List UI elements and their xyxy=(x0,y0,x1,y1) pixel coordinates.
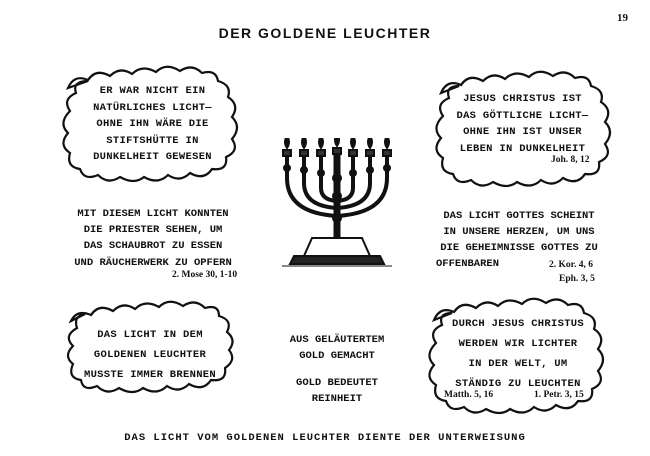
paragraph-refined-gold xyxy=(262,332,412,364)
text-line: DAS LICHT GOTTES SCHEINT xyxy=(443,210,595,222)
cloud-line: DAS LICHT IN DEM xyxy=(97,329,203,341)
cloud-line: WERDEN WIR LICHTER xyxy=(458,338,578,350)
cloud-bottom-right xyxy=(418,302,618,412)
paragraph-purity xyxy=(262,375,412,407)
text-line: GOLD BEDEUTET xyxy=(296,377,378,389)
menorah-illustration xyxy=(272,138,402,273)
text-line: MIT DIESEM LICHT KONNTEN xyxy=(77,208,229,220)
flame-icon xyxy=(335,138,339,146)
text-line: IN UNSERE HERZEN, UM UNS xyxy=(443,226,595,239)
cloud-line: OHNE IHN IST UNSER xyxy=(463,126,582,138)
cloud-line: ER WAR NICHT EIN xyxy=(99,85,206,97)
text-line: UND RÄUCHERWERK ZU OPFERN xyxy=(74,256,232,269)
text-line: OFFENBAREN xyxy=(436,258,500,270)
flame-icon xyxy=(319,138,323,148)
flame-icon xyxy=(285,138,289,148)
page-number: 19 xyxy=(617,12,628,24)
bible-reference: Joh. 8, 12 xyxy=(551,155,590,165)
cloud-line: GOLDENEN LEUCHTER xyxy=(93,349,207,361)
flame-icon xyxy=(368,138,372,148)
page-title: DER GOLDENE LEUCHTER xyxy=(218,25,432,41)
text-line: AUS GELÄUTERTEM xyxy=(289,334,385,346)
cloud-line: JESUS CHRISTUS IST xyxy=(463,93,582,105)
text-line: DIE PRIESTER SEHEN, UM xyxy=(83,224,223,237)
cloud-bottom-left xyxy=(55,305,245,405)
cloud-line: IN DER WELT, UM xyxy=(468,358,568,370)
text-line: REINHEIT xyxy=(311,393,363,406)
cloud-line: DAS GÖTTLICHE LICHT— xyxy=(456,109,589,122)
bible-reference: 2. Mose 30, 1-10 xyxy=(172,270,238,280)
cloud-line: DURCH JESUS CHRISTUS xyxy=(451,318,585,330)
cloud-line: DUNKELHEIT GEWESEN xyxy=(93,151,212,163)
flame-icon xyxy=(302,138,306,148)
footer-caption: DAS LICHT VOM GOLDENEN LEUCHTER DIENTE DER UNTERWEISUNG xyxy=(124,432,526,444)
cloud-line: NATÜRLICHES LICHT— xyxy=(93,101,212,114)
paragraph-light-of-god xyxy=(408,208,630,257)
text-line: GOLD GEMACHT xyxy=(299,350,375,363)
cloud-top-left xyxy=(50,70,255,185)
bible-reference: 1. Petr. 3, 15 xyxy=(534,390,584,400)
cloud-line: STÄNDIG ZU LEUCHTEN xyxy=(455,378,581,390)
flame-icon xyxy=(351,138,355,148)
cloud-line: MUSSTE IMMER BRENNEN xyxy=(83,369,217,381)
cloud-top-right xyxy=(425,75,620,187)
cloud-line: STIFTSHÜTTE IN xyxy=(106,134,199,147)
bible-reference: Eph. 3, 5 xyxy=(559,274,595,284)
cloud-line: LEBEN IN DUNKELHEIT xyxy=(459,142,586,155)
flame-icon xyxy=(385,138,389,148)
text-line: DIE GEHEIMNISSE GOTTES ZU xyxy=(440,242,598,255)
text-line: DAS SCHAUBROT ZU ESSEN xyxy=(83,240,223,253)
paragraph-priests xyxy=(38,206,268,271)
cloud-line: OHNE IHN WÄRE DIE xyxy=(96,118,209,130)
bible-reference: 2. Kor. 4, 6 xyxy=(549,260,593,270)
bible-reference: Matth. 5, 16 xyxy=(444,390,494,400)
